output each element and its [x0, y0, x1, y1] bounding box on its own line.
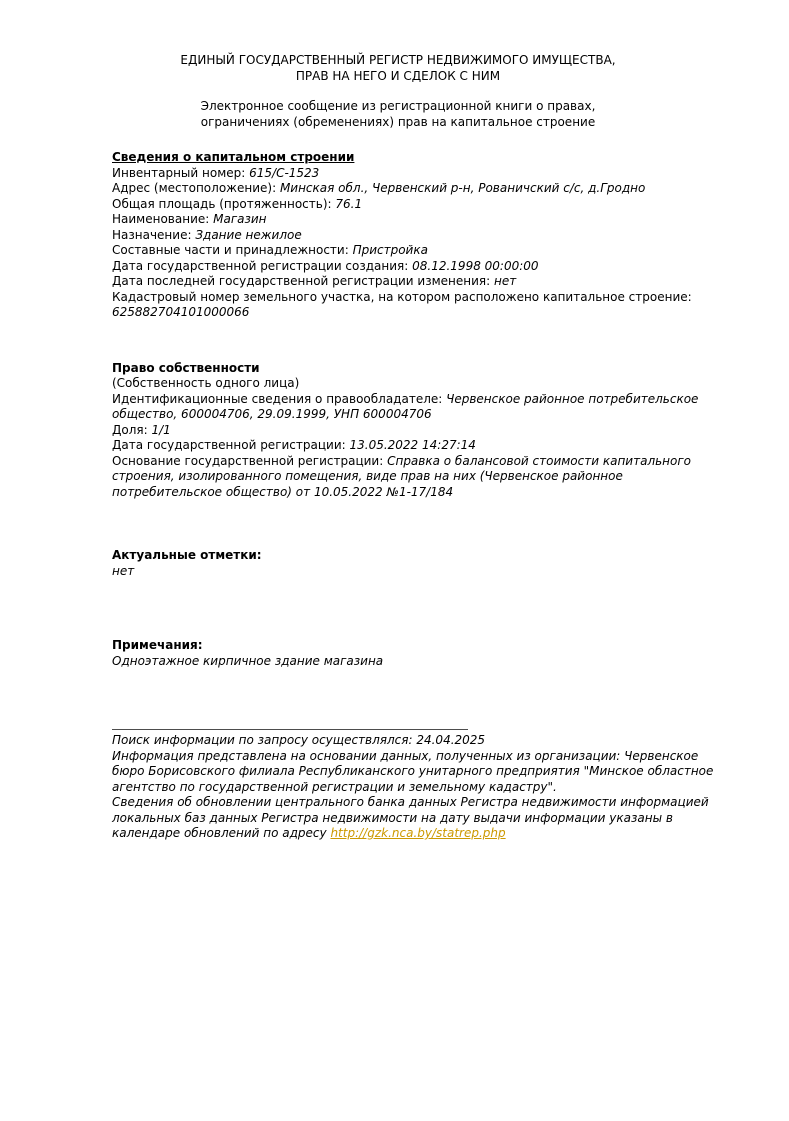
- field-value: Здание нежилое: [195, 227, 302, 242]
- field-value: 13.05.2022 14:27:14: [349, 438, 476, 452]
- register-title: [112, 52, 684, 130]
- field-share: [112, 423, 722, 439]
- field-value: 615/С-1523: [249, 165, 320, 180]
- document-footer: [112, 729, 722, 842]
- field-creation-reg-date: [112, 259, 722, 275]
- ownership-heading: Право собственности: [112, 360, 260, 375]
- field-label: Наименование:: [112, 212, 214, 226]
- field-value: Минская обл., Червенский р-н, Рованичский с/с, д.Гродно: [279, 181, 646, 195]
- ownership-type-note: (Собственность одного лица): [112, 376, 300, 390]
- field-value: 1/1: [151, 422, 171, 437]
- field-label: Адрес (местоположение):: [112, 181, 280, 195]
- field-state-reg-date: [112, 438, 722, 454]
- field-value: 08.12.1998 00:00:00: [412, 258, 539, 273]
- message-subtitle-line2: ограничениях (обременениях) прав на капитальное строение: [200, 115, 596, 129]
- field-address: [112, 181, 722, 197]
- field-value: нет: [493, 274, 517, 288]
- field-components: [112, 243, 722, 259]
- field-label: Общая площадь (протяженность):: [112, 196, 336, 211]
- field-reg-basis: [112, 454, 722, 501]
- section-actual-marks: [112, 548, 722, 579]
- field-inventory-number: [112, 166, 722, 182]
- field-label: Основание государственной регистрации:: [112, 453, 388, 468]
- field-rightholder: [112, 392, 722, 423]
- notes-heading: Примечания:: [112, 638, 203, 652]
- field-land-cadastral-number: [112, 290, 722, 321]
- building-info-heading: Сведения о капитальном строении: [112, 150, 355, 164]
- footer-source-line: Информация представлена на основании данных, полученных из организации: Червенское бюро Борисовского филиала Республиканского унитарного предприятия "Минское областное агентство по государственной регистрации и земельному кадастру".: [112, 748, 714, 794]
- footer-update-line: [112, 795, 722, 842]
- statrep-link[interactable]: http://gzk.nca.by/statrep.php: [330, 826, 506, 840]
- footer-update-text: Сведения об обновлении центрального банка данных Регистра недвижимости информацией локальных баз данных Регистра недвижимости на дату выдачи информации указаны в календаре обновлений по адресу: [112, 795, 709, 840]
- field-label: Составные части и принадлежности:: [112, 243, 353, 257]
- field-label: Назначение:: [112, 227, 196, 242]
- register-title-line1: ЕДИНЫЙ ГОСУДАРСТВЕННЫЙ РЕГИСТР НЕДВИЖИМОГО ИМУЩЕСТВА,: [180, 53, 616, 67]
- message-subtitle: [112, 98, 684, 130]
- footer-divider-line: [112, 729, 468, 730]
- register-title-line2: ПРАВ НА НЕГО И СДЕЛОК С НИМ: [295, 69, 501, 83]
- field-value: 625882704101000066: [112, 305, 250, 319]
- section-notes: [112, 638, 722, 669]
- field-label: Доля:: [112, 422, 152, 437]
- field-label: Инвентарный номер:: [112, 165, 250, 180]
- notes-value: Одноэтажное кирпичное здание магазина: [112, 653, 384, 668]
- field-value: Пристройка: [352, 243, 428, 257]
- actual-marks-heading: Актуальные отметки:: [112, 548, 262, 562]
- section-ownership: [112, 361, 722, 501]
- field-last-change-reg-date: [112, 274, 722, 290]
- field-label: Кадастровый номер земельного участка, на котором расположено капитальное строение:: [112, 289, 692, 304]
- actual-marks-value: нет: [112, 563, 135, 578]
- field-label: Дата государственной регистрации создания:: [112, 258, 413, 273]
- field-label: Дата последней государственной регистрации изменения:: [112, 274, 494, 288]
- message-subtitle-line1: Электронное сообщение из регистрационной книги о правах,: [200, 99, 596, 113]
- footer-search-line: Поиск информации по запросу осуществлялся: 24.04.2025: [112, 733, 486, 747]
- field-label: Идентификационные сведения о правообладателе:: [112, 391, 447, 406]
- field-purpose: [112, 228, 722, 244]
- section-building-info: [112, 150, 722, 321]
- field-name: [112, 212, 722, 228]
- field-value: Червенское районное потребительское общество, 600004706, 29.09.1999, УНП 600004706: [112, 391, 699, 421]
- field-value: 76.1: [335, 196, 363, 211]
- field-value: Справка о балансовой стоимости капитального строения, изолированного помещения, виде прав на них (Червенское районное потребительское общество) от 10.05.2022 №1-17/184: [112, 453, 692, 499]
- field-value: Магазин: [213, 212, 267, 226]
- field-total-area: [112, 197, 722, 213]
- field-label: Дата государственной регистрации:: [112, 438, 350, 452]
